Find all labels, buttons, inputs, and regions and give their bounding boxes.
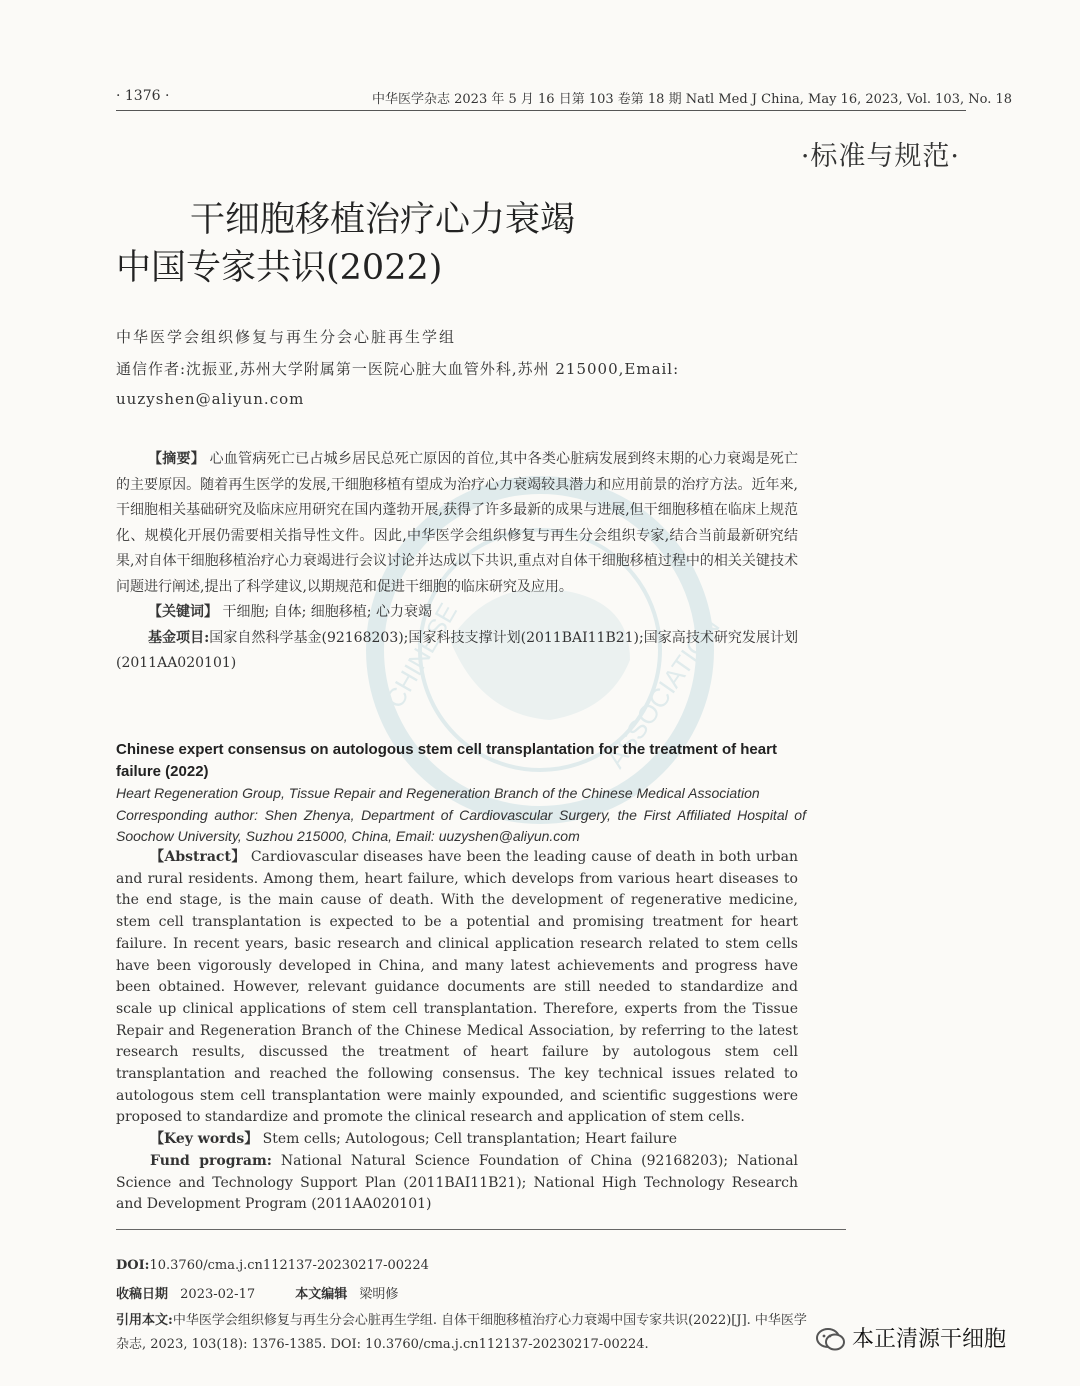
cite-text: 中华医学会组织修复与再生分会心脏再生学组. 自体干细胞移植治疗心力衰竭中国专家共识(2022)[J]. 中华医学杂志, 2023, 103(18): 1376-1385. DOI: 10.3760/cma.j.cn112137-20230217-00224. (116, 1313, 807, 1352)
doi (116, 1258, 429, 1273)
fund-en: National Natural Science Foundation of China (92168203); National Science and Technology Support Plan (2011BAI11B21); National High Technology Research and Development Program (2011AA020101) (116, 1152, 799, 1213)
english-authors (116, 783, 806, 848)
title-line-2: 中国专家共识(2022) (116, 248, 443, 288)
english-title: Chinese expert consensus on autologous stem cell transplantation for the treatment of heart failure (2022) (116, 741, 777, 780)
received-label: 收稿日期 (116, 1287, 169, 1302)
correspondence-line: 通信作者:沈振亚,苏州大学附属第一医院心脏大血管外科,苏州 215000,Email: (116, 360, 680, 378)
dates (116, 1283, 398, 1302)
english-author-group: Heart Regeneration Group, Tissue Repair and Regeneration Branch of the Chinese Medical Association (116, 785, 760, 801)
header-divider (116, 110, 966, 111)
wechat-account-name: 本正清源干细胞 (852, 1327, 1007, 1352)
journal-citation-header: 中华医学杂志 2023 年 5 月 16 日第 103 卷第 18 期 Natl Med J China, May 16, 2023, Vol. 103, No. 18 (372, 92, 1013, 107)
abstract-cn-text: 心血管病死亡已占城乡居民总死亡原因的首位,其中各类心脏病发展到终末期的心力衰竭是死亡的主要原因。随着再生医学的发展,干细胞移植有望成为治疗心力衰竭较具潜力和应用前景的治疗方法。近年来,干细胞相关基础研究及临床应用研究在国内蓬勃开展,获得了许多最新的成果与进展,但干细胞移植在临床上规范化、规模化开展仍需要相关指导性文件。因此,中华医学会组织修复与再生分会组织专家,结合当前最新研究结果,对自体干细胞移植治疗心力衰竭进行会议讨论并达成以下共识,重点对自体干细胞移植过程中的相关关键技术问题进行阐述,提出了科学建议,以期规范和促进干细胞的临床研究及应用。 (116, 451, 799, 595)
svg-text:ASSOCIATION: ASSOCIATION (600, 612, 726, 774)
footer-divider (116, 1229, 846, 1230)
section-tag: ·标准与规范· (800, 141, 960, 172)
editor-name: 梁明修 (359, 1287, 399, 1302)
wechat-icon (816, 1327, 846, 1353)
abstract-en-label: 【Abstract】 (150, 849, 246, 865)
keywords-en: Stem cells; Autologous; Cell transplantation; Heart failure (262, 1131, 678, 1148)
received-date: 2023-02-17 (180, 1287, 256, 1302)
fund-en-label: Fund program: (150, 1152, 272, 1169)
citation (116, 1309, 816, 1357)
authors: 中华医学会组织修复与再生分会心脏再生学组 (116, 328, 457, 346)
keywords-cn: 干细胞; 自体; 细胞移植; 心力衰竭 (222, 604, 432, 620)
fund-cn: 国家自然科学基金(92168203);国家科技支撑计划(2011BAI11B21);国家高技术研究发展计划(2011AA020101) (116, 629, 799, 671)
keywords-cn-label: 【关键词】 (148, 604, 218, 620)
chinese-abstract (116, 447, 798, 677)
title-line-1: 干细胞移植治疗心力衰竭 (190, 200, 576, 240)
correspondence (116, 354, 816, 414)
fund-cn-label: 基金项目: (148, 629, 210, 646)
abstract-en-text: Cardiovascular diseases have been the leading cause of death in both urban and rural residents. Among them, heart failure, which develops from various heart diseases to the end stage, is the main cause of death. With the development of regenerative medicine, stem cell transplantation is expected to be a potential and promising treatment for heart failure. In recent years, basic research and clinical application research related to stem cells have been vigorously developed in China, and many latest achievements and progress have been obtained. However, relevant guidance documents are still needed to standardize and scale up clinical applications of stem cell transplantation. Therefore, experts from the Tissue Repair and Regeneration Branch of the Chinese Medical Association, by referring to the latest research results, discussed the treatment of heart failure by autologous stem cell transplantation and reached the following consensus. The key technical issues related to autologous stem cell transplantation were mainly expounded, and scientific suggestions were proposed to standardize and promote the clinical research and application of stem cells. (116, 849, 798, 1126)
cite-label: 引用本文: (116, 1313, 173, 1328)
doi-value: 10.3760/cma.j.cn112137-20230217-00224 (149, 1258, 429, 1273)
english-corresponding: Corresponding author: Shen Zhenya, Department of Cardiovascular Surgery, the First Affiliated Hospital of Soochow University, Suzhou 215000, China, Email: uuzyshen@aliyun.com (116, 806, 806, 845)
keywords-en-label: 【Key words】 (150, 1131, 259, 1148)
editor-label: 本文编辑 (295, 1287, 348, 1302)
english-abstract (116, 847, 798, 1216)
doi-label: DOI: (116, 1258, 150, 1273)
abstract-cn-label: 【摘要】 (148, 451, 205, 467)
correspondence-email: uuzyshen@aliyun.com (116, 390, 305, 408)
wechat-watermark (816, 1322, 1006, 1353)
page-number: · 1376 · (116, 88, 170, 104)
svg-text:CHINESE: CHINESE (379, 597, 463, 713)
